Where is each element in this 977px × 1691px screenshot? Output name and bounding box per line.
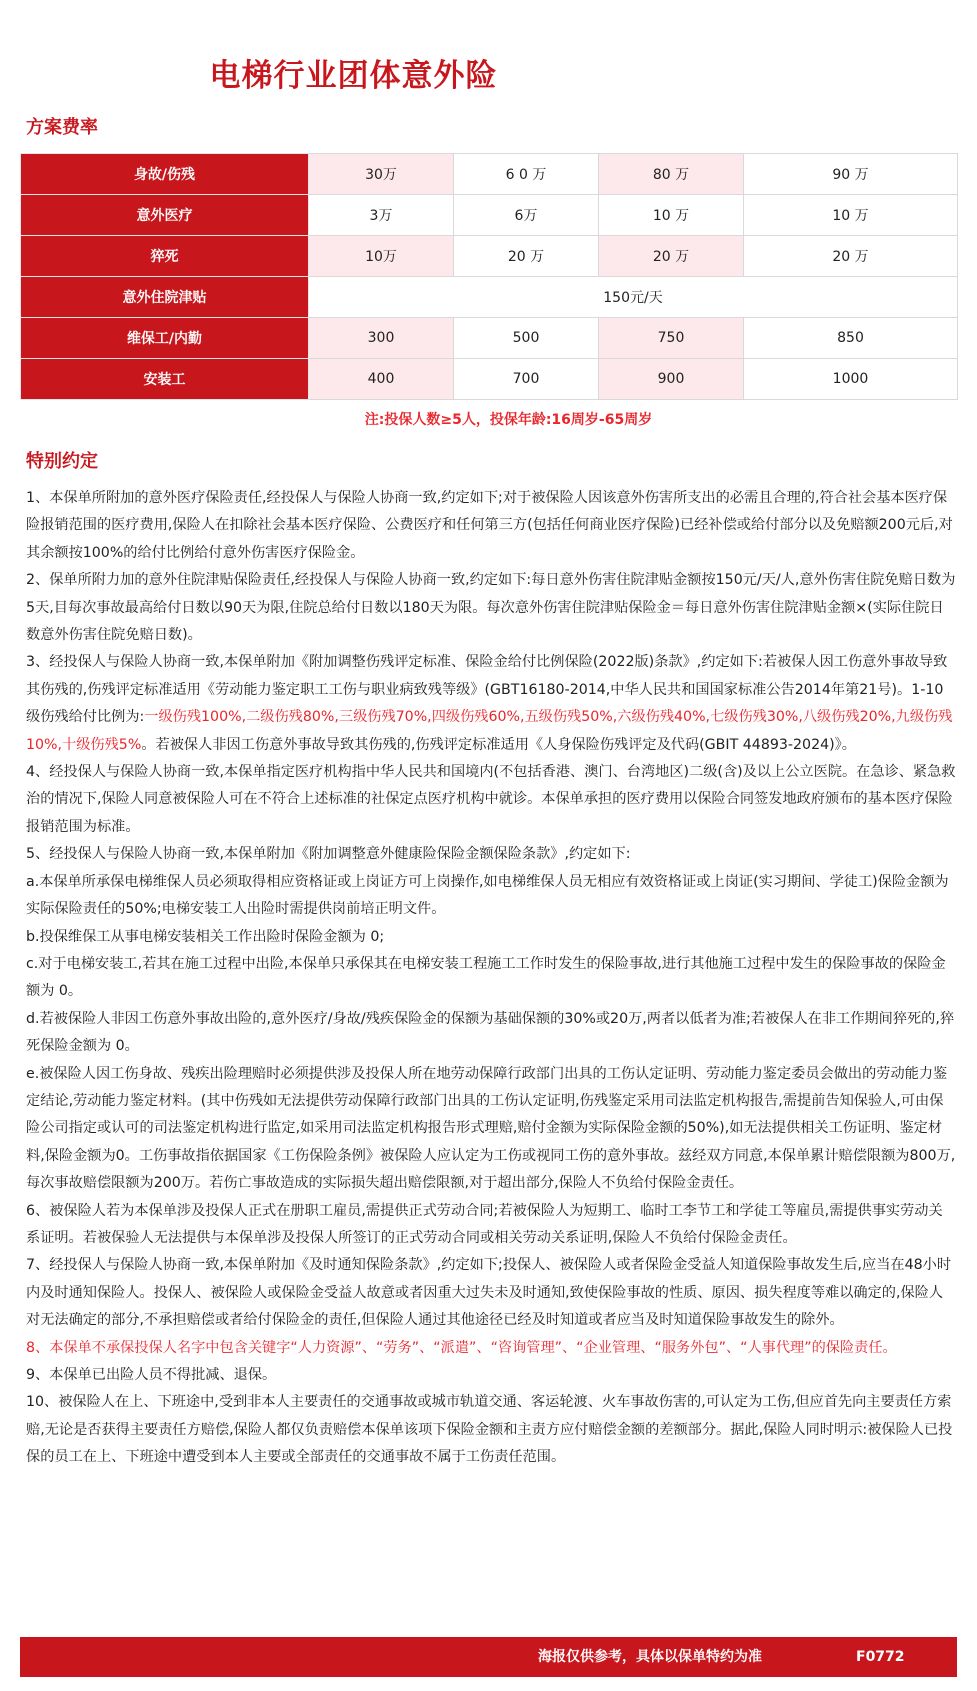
- row-label: 意外住院津贴: [21, 277, 309, 318]
- term-9: 9、本保单已出险人员不得批减、退保。: [26, 1367, 277, 1383]
- table-cell: 3万: [309, 195, 454, 236]
- footer-code: F0772: [856, 1649, 905, 1665]
- footer-disclaimer: 海报仅供参考，具体以保单特约为准: [538, 1649, 762, 1665]
- special-terms: [26, 485, 956, 1472]
- table-cell: 20 万: [599, 236, 744, 277]
- page-title: 电梯行业团体意外险: [209, 58, 498, 94]
- table-cell: 6万: [454, 195, 599, 236]
- table-cell: 900: [599, 359, 744, 400]
- table-cell: 80 万: [599, 154, 744, 195]
- table-cell: 300: [309, 318, 454, 359]
- table-row: [21, 236, 958, 277]
- term-6: 6、被保险人若为本保单涉及投保人正式在册职工雇员,需提供正式劳动合同;若被保险人为短期工、临时工李节工和学徒工等雇员,需提供事实劳动关系证明。若被保验人无法提供与本保单涉及投保人所签订的正式劳动合同或相关劳动关系证明,保险人不负给付保险金责任。: [26, 1202, 943, 1246]
- row-label: 维保工/内勤: [21, 318, 309, 359]
- table-cell: 1000: [744, 359, 958, 400]
- table-cell: 20 万: [744, 236, 958, 277]
- table-cell: 850: [744, 318, 958, 359]
- term-8: 8、本保单不承保投保人名字中包含关键字“人力资源”、“劳务”、“派遣”、“咨询管理”、“企业管理、“服务外包”、“人事代理”的保险责任。: [26, 1339, 897, 1356]
- term-1: 1、本保单所附加的意外医疗保险责任,经投保人与保险人协商一致,约定如下;对于被保险人因该意外伤害所支出的必需且合理的,符合社会基本医疗保险报销范围的医疗费用,保险人在扣除社会基本医疗保险、公费医疗和任何第三方(包括任何商业医疗保险)已经补偿或给付部分以及免赔额200元后,对其余额按100%的给付比例给付意外伤害医疗保险金。: [26, 490, 953, 561]
- row-label: 身故/伤残: [21, 154, 309, 195]
- table-cell: 20 万: [454, 236, 599, 277]
- term-5b: b.投保维保工从事电梯安装相关工作出险时保险金额为 0;: [26, 928, 385, 945]
- table-cell: 10 万: [744, 195, 958, 236]
- table-row: [21, 318, 958, 359]
- table-cell-merged: 150元/天: [309, 277, 958, 318]
- table-cell: 30万: [309, 154, 454, 195]
- table-cell: 500: [454, 318, 599, 359]
- term-4: 4、经投保人与保险人协商一致,本保单指定医疗机构指中华人民共和国境内(不包括香港、澳门、台湾地区)二级(含)及以上公立医院。在急诊、紧急救治的情况下,保险人同意被保险人可在不符合上述标准的社保定点医疗机构中就诊。本保单承担的医疗费用以保险合同签发地政府颁布的基本医疗保险报销范围为标准。: [26, 764, 956, 835]
- table-cell: 400: [309, 359, 454, 400]
- table-cell: 90 万: [744, 154, 958, 195]
- table-row: [21, 154, 958, 195]
- rate-table: [20, 153, 958, 400]
- term-5a: a.本保单所承保电梯维保人员必须取得相应资格证或上岗证方可上岗操作,如电梯维保人员无相应有效资格证或上岗证(实习期间、学徒工)保险金额为实际保险责任的50%;电梯安装工人出险时需提供岗前培正明文件。: [26, 873, 949, 918]
- special-section-title: 特别约定: [26, 451, 98, 472]
- table-cell: 10万: [309, 236, 454, 277]
- term-5e: e.被保险人因工伤身故、残疾出险理赔时必须提供涉及投保人所在地劳动保障行政部门出具的工伤认定证明、劳动能力鉴定委员会做出的劳动能力鉴定结论,劳动能力鉴定材料。(其中伤残如无法提供劳动保障行政部门出具的工伤认定证明,伤残鉴定采用司法监定机构报告,需提前告知保验人,可由保险公司指定或认可的司法鉴定机构进行监定,如采用司法监定机构报告形式理赔,赔付金额为实际保险金额的50%),如无法提供相关工伤证明、鉴定材料,保险金额为0。工伤事故指依据国家《工伤保险条例》被保险人应认定为工伤或视同工伤的意外事故。兹经双方同意,本保单累计赔偿限额为800万,每次事故赔偿限额为200万。若伤亡事故造成的实际损失超出赔偿限额,对于超出部分,保险人不负给付保险金责任。: [26, 1065, 956, 1192]
- footer-bar: [20, 1637, 957, 1677]
- table-cell: 700: [454, 359, 599, 400]
- table-row: [21, 195, 958, 236]
- term-5c: c.对于电梯安装工,若其在施工过程中出险,本保单只承保其在电梯安装工程施工工作时发生的保险事故,进行其他施工过程中发生的保险事故的保险金额为 0。: [26, 955, 946, 1000]
- row-label: 安装工: [21, 359, 309, 400]
- table-row: [21, 359, 958, 400]
- term-5d: d.若被保险人非因工伤意外事故出险的,意外医疗/身故/残疾保险金的保额为基础保额的30%或20万,两者以低者为准;若被保人在非工作期间猝死的,猝死保险金额为 0。: [26, 1010, 955, 1055]
- term-3-text: 3、经投保人与保险人协商一致,本保单附加《附加调整伤残评定标准、保险金给付比例保险(2022版)条款》,约定如下:若被保人因工伤意外事故导致其伤残的,伤残评定标准适用《劳动能力鉴定职工工伤与职业病致残等级》(GBT16180-2014,中华人民共和国国家标准公告2014年第21号)。1-10级伤残给付比例为:: [26, 654, 948, 726]
- rate-section-title: 方案费率: [26, 117, 98, 138]
- disability-ratio-highlight: 一级伤残100%,二级伤残80%,三级伤残70%,四级伤残60%,五级伤残50%,六级伤残40%,七级伤残30%,八级伤残20%,九级伤残10%,十级伤残5%: [26, 709, 953, 753]
- row-label: 意外医疗: [21, 195, 309, 236]
- term-5: 5、经投保人与保险人协商一致,本保单附加《附加调整意外健康险保险金额保险条款》,约定如下:: [26, 846, 631, 863]
- term-3: [26, 649, 956, 759]
- table-cell: 6 0 万: [454, 154, 599, 195]
- term-3-tail: 。若被保人非因工伤意外事故导致其伤残的,伤残评定标准适用《人身保险伤残评定及代码(GBIT 44893-2024)》。: [141, 736, 856, 753]
- term-10: 10、被保险人在上、下班途中,受到非本人主要责任的交通事故或城市轨道交通、客运轮渡、火车事故伤害的,可认定为工伤,但应首先向主要责任方索赔,无论是否获得主要责任方赔偿,保险人都仅负责赔偿本保单该项下保险金额和主责方应付赔偿金额的差额部分。据此,保险人同时明示:被保险人已投保的员工在上、下班途中遭受到本人主要或全部责任的交通事故不属于工伤责任范围。: [26, 1394, 953, 1466]
- table-cell: 750: [599, 318, 744, 359]
- table-row: [21, 277, 958, 318]
- row-label: 猝死: [21, 236, 309, 277]
- table-cell: 10 万: [599, 195, 744, 236]
- term-2: 2、保单所附力加的意外住院津贴保险责任,经投保人与保险人协商一致,约定如下:每日意外伤害住院津贴金额按150元/天/人,意外伤害住院免赔日数为5天,目每次事故最高给付日数以90天为限,住院总给付日数以180天为限。每次意外伤害住院津贴保险金＝每日意外伤害住院津贴金额×(实际住院日数意外伤害住院免赔日数)。: [26, 572, 956, 644]
- term-7: 7、经投保人与保险人协商一致,本保单附加《及时通知保险条款》,约定如下;投保人、被保险人或者保险金受益人知道保险事故发生后,应当在48小时内及时通知保险人。投保人、被保险人或保险金受益人故意或者因重大过失未及时通知,致使保险事故的性质、原因、损失程度等难以确定的,保险人对无法确定的部分,不承担赔偿或者给付保险金的责任,但保险人通过其他途径已经及时知道或者应当及时知道保险事故发生的除外。: [26, 1257, 952, 1329]
- eligibility-note: 注:投保人数≥5人，投保年龄:16周岁-65周岁: [364, 412, 653, 428]
